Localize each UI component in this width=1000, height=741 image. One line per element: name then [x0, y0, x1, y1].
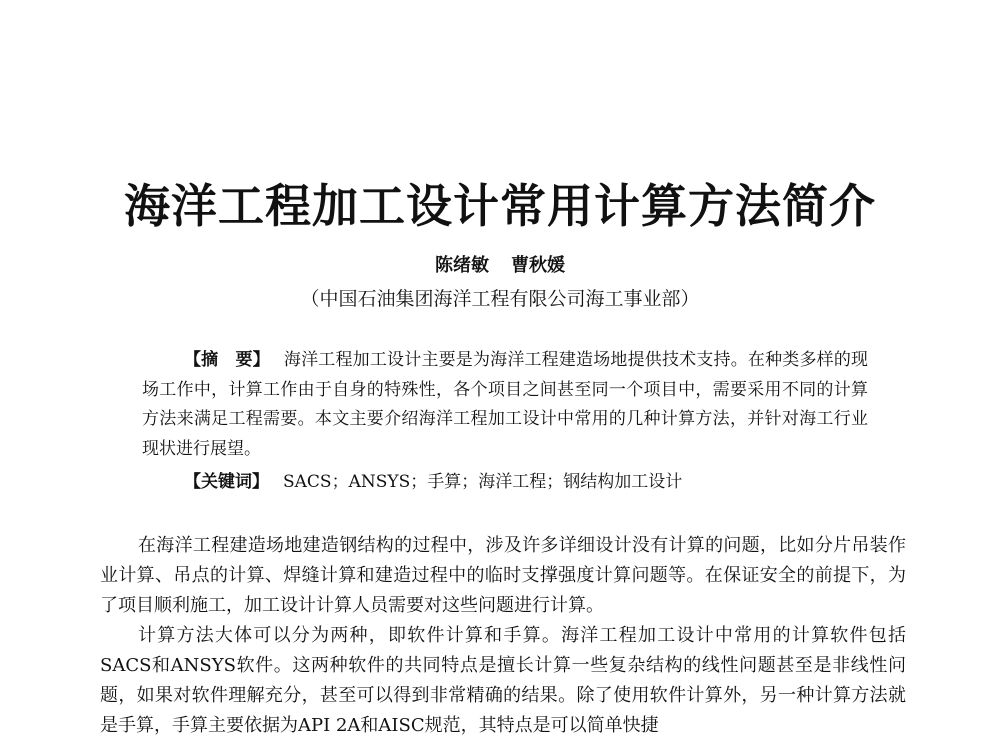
abstract-text: 海洋工程加工设计主要是为海洋工程建造场地提供技术支持。在种类多样的现场工作中，计算工作由于自身的特殊性，各个项目之间甚至同一个项目中，需要采用不同的计算方法来满足工程需要。本文主要介绍海洋工程加工设计中常用的几种计算方法，并针对海工行业现状进行展望。	[142, 350, 868, 459]
keywords-label: 【关键词】	[184, 472, 269, 492]
keywords-block	[184, 468, 884, 496]
author-affiliation: （中国石油集团海洋工程有限公司海工事业部）	[300, 288, 700, 310]
body-paragraph: 计算方法大体可以分为两种，即软件计算和手算。海洋工程加工设计中常用的计算软件包括SACS和ANSYS软件。这两种软件的共同特点是擅长计算一些复杂结构的线性问题甚至是非线性问题，如果对软件理解充分，甚至可以得到非常精确的结果。除了使用软件计算外，另一种计算方法就是手算，手算主要依据为API 2A和AISC规范，其特点是可以简单快捷	[100, 625, 906, 736]
body-text	[100, 531, 906, 741]
keywords-text: SACS；ANSYS；手算；海洋工程；钢结构加工设计	[283, 472, 683, 492]
author-name: 陈绪敏	[435, 255, 489, 276]
abstract-label: 【摘 要】	[184, 350, 270, 370]
body-paragraph: 在海洋工程建造场地建造钢结构的过程中，涉及许多详细设计没有计算的问题，比如分片吊装作业计算、吊点的计算、焊缝计算和建造过程中的临时支撑强度计算问题等。在保证安全的前提下，为了项目顺利施工，加工设计计算人员需要对这些问题进行计算。	[100, 535, 906, 616]
author-list	[0, 254, 1000, 278]
paper-title: 海洋工程加工设计常用计算方法简介	[124, 179, 876, 233]
author-name: 曹秋媛	[511, 255, 565, 276]
abstract-block	[142, 346, 868, 464]
